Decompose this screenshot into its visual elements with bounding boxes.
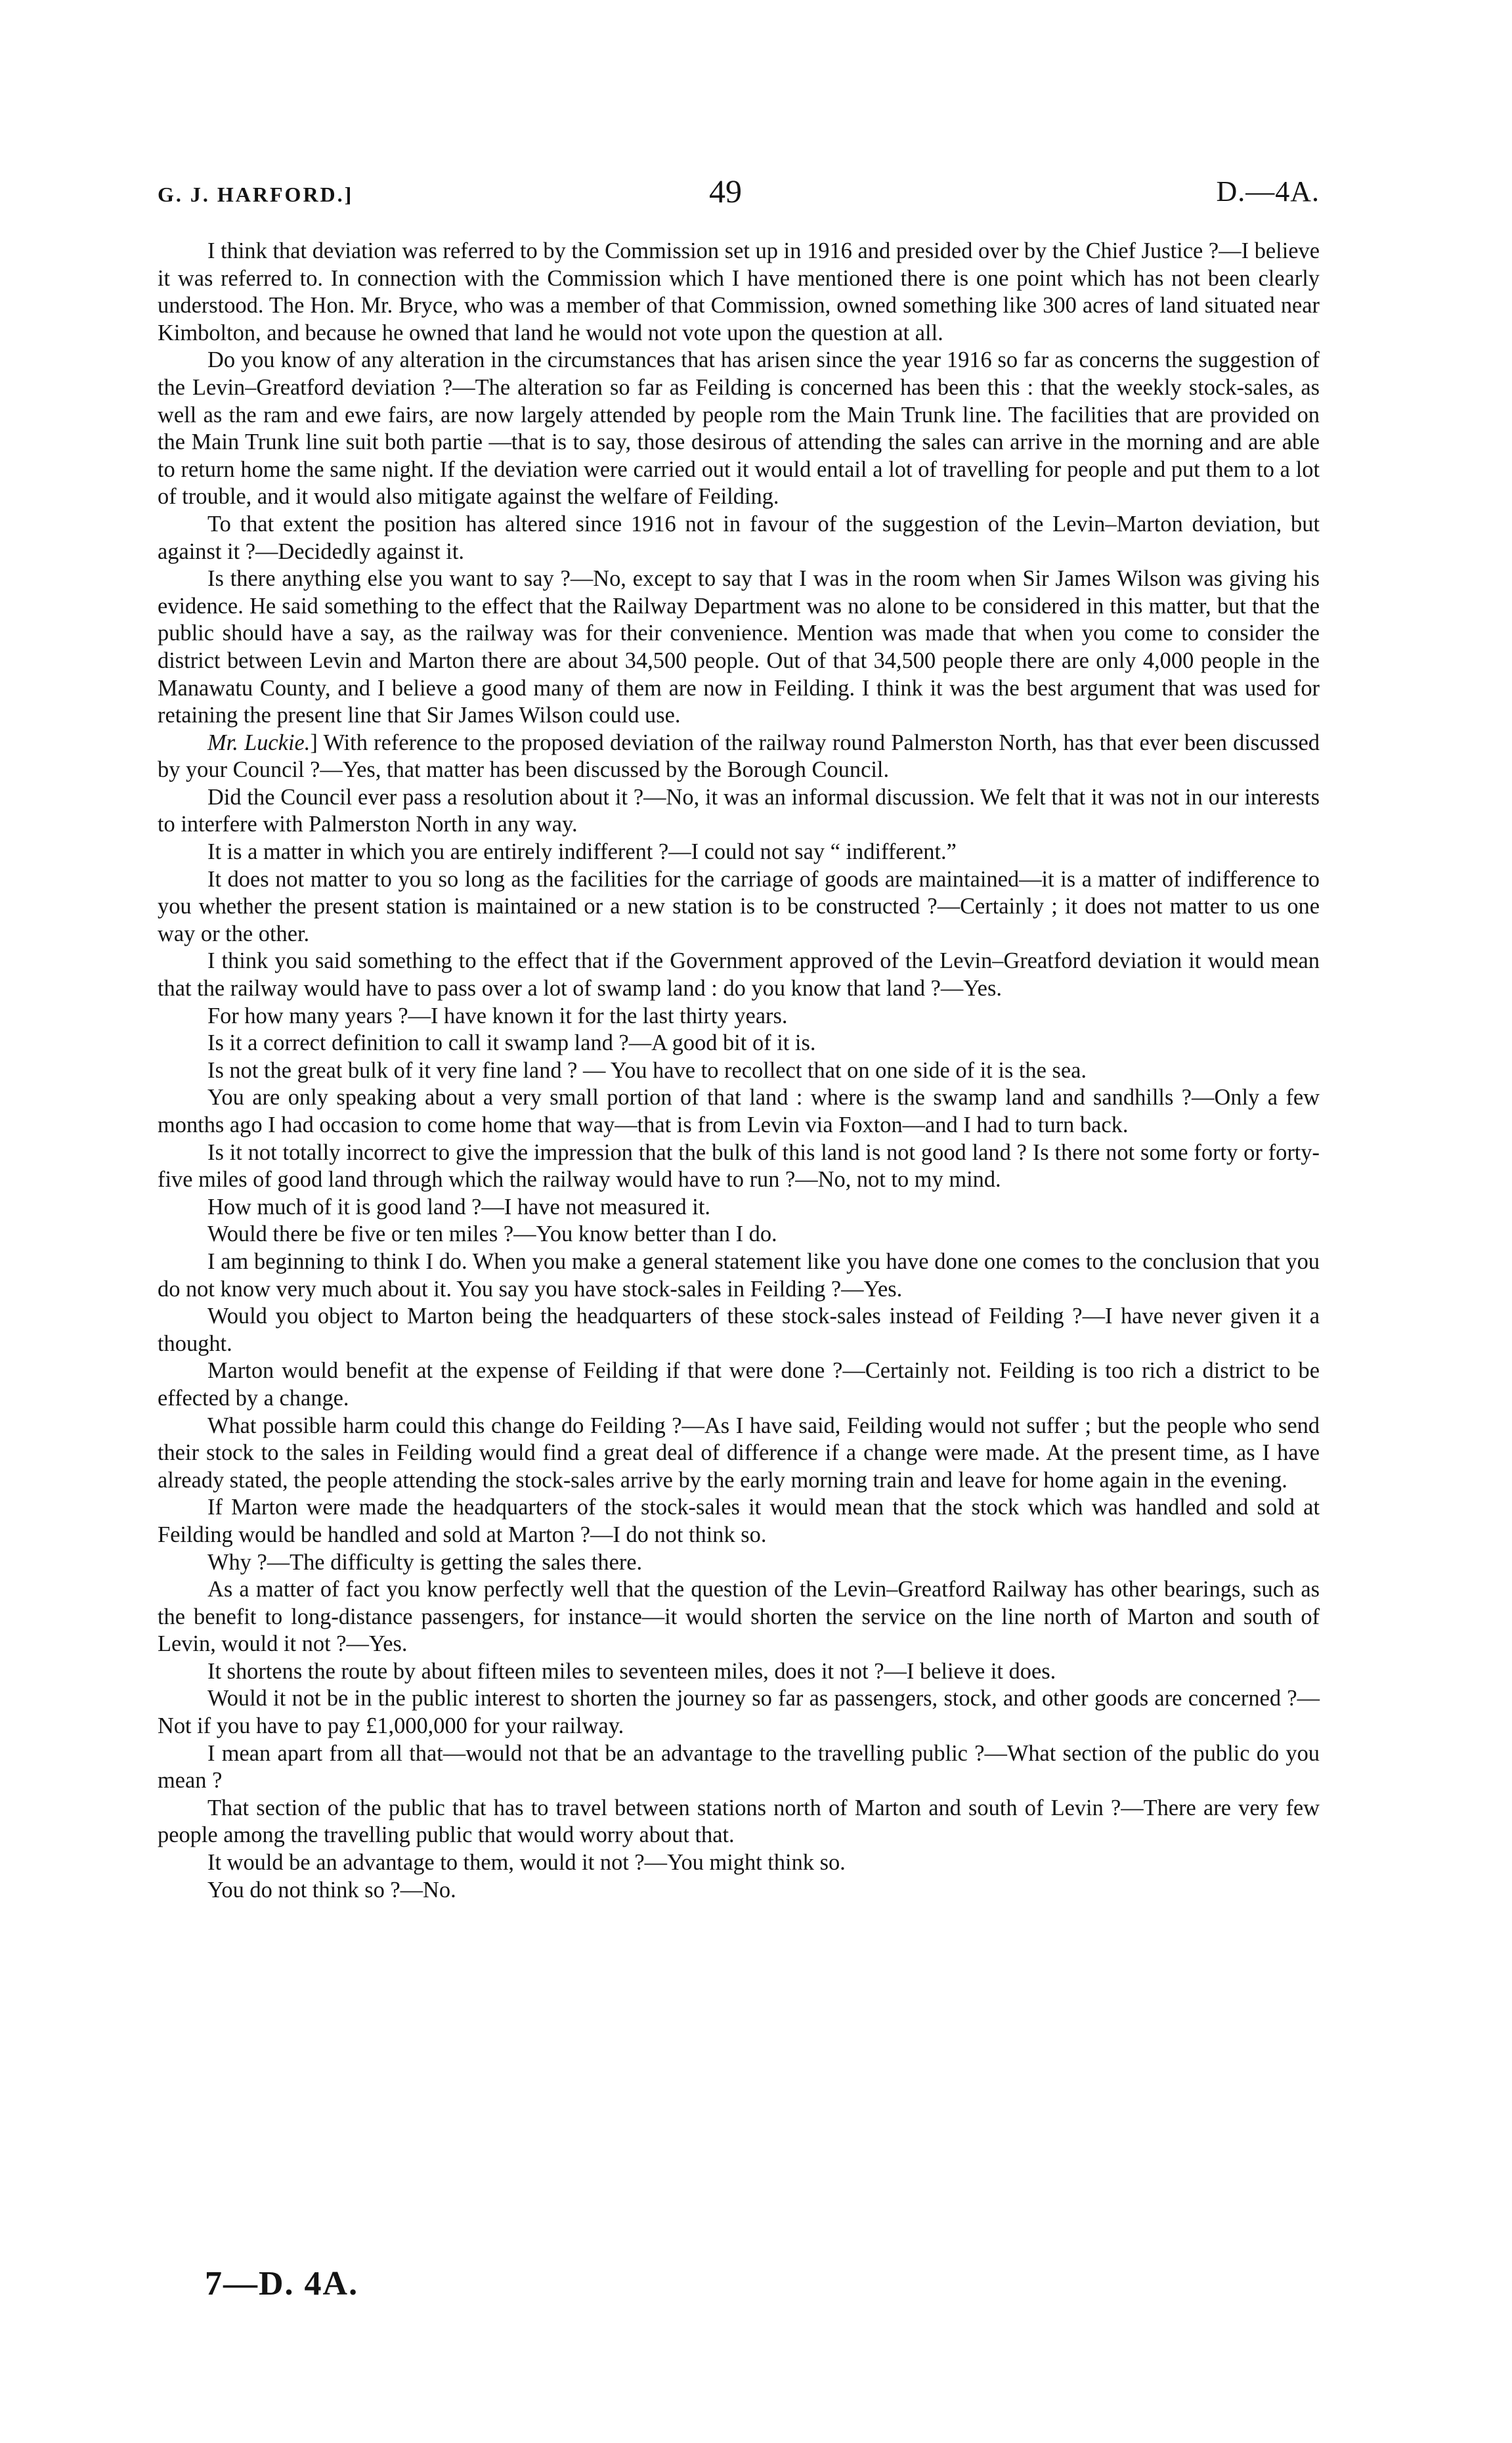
paragraph: I am beginning to think I do. When you make a general statement like you have done one comes to the conclusion that you do not know very much about it. You say you have stock-sales in Feilding ?—Yes.: [158, 1248, 1320, 1302]
paragraph: For how many years ?—I have known it for the last thirty years.: [207, 1003, 788, 1028]
evidence-body: [158, 238, 1320, 1904]
paragraph: Is it a correct definition to call it swamp land ?—A good bit of it is.: [207, 1030, 816, 1056]
paragraph: Do you know of any alteration in the circumstances that has arisen since the year 1916 so far as concerns the suggestion of the Levin–Greatford deviation ?—The alteration so far as Feilding is concerned has been this : that the weekly stock-sales, as well as the ram and ewe fairs, are now largely attended by people rom the Main Trunk line. The facilities that are provided on the Main Trunk line suit both partie —that is to say, those desirous of attending the sales can arrive in the morning and are able to return home the same night. If the deviation were carried out it would entail a lot of travelling for people and put them to a lot of trouble, and it would also mitigate against the welfare of Feilding.: [158, 347, 1320, 510]
paragraph: As a matter of fact you know perfectly well that the question of the Levin–Greatford Railway has other bearings, such as the benefit to long-distance passengers, for instance—it would shorten the service on the line north of Marton and south of Levin, would it not ?—Yes.: [158, 1577, 1320, 1657]
witness-name: G. J. HARFORD.]: [158, 183, 354, 206]
paragraph: What possible harm could this change do Feilding ?—As I have said, Feilding would not suffer ; but the people who send their stock to the sales in Feilding would find a great deal of difference if a change were made. At the present time, as I have already stated, the people attending the stock-sales arrive by the early morning train and leave for home again in the evening.: [158, 1413, 1320, 1493]
paragraph: It is a matter in which you are entirely indifferent ?—I could not say “ indifferent.”: [207, 839, 957, 865]
paragraph-text: With reference to the proposed deviation of the railway round Palmerston North, has that ever been discussed by your Council ?—Yes, that matter has been discussed by the Borough Council.: [158, 730, 1320, 783]
paragraph: Why ?—The difficulty is getting the sales there.: [207, 1549, 643, 1575]
paragraph-speaker-change: [158, 730, 1320, 784]
paragraph: I think that deviation was referred to by the Commission set up in 1916 and presided over by the Chief Justice ?—I believe it was referred to. In connection with the Commission which I have mentioned there is one point which has not been clearly understood. The Hon. Mr. Bryce, who was a member of that Commission, owned something like 300 acres of land situated near Kimbolton, and because he owned that land he would not vote upon the question at all.: [158, 238, 1320, 345]
paragraph: You do not think so ?—No.: [207, 1877, 456, 1903]
paragraph: Did the Council ever pass a resolution about it ?—No, it was an informal discussion. We felt that it was not in our interests to interfere with Palmerston North in any way.: [158, 784, 1320, 837]
page-number: 49: [709, 173, 742, 209]
paragraph: That section of the public that has to travel between stations north of Marton and south of Levin ?—There are very few people among the travelling public that would worry about that.: [158, 1795, 1320, 1848]
paragraph: It does not matter to you so long as the facilities for the carriage of goods are maintained—it is a matter of indifference to you whether the present station is maintained or a new station is to be constructed ?—Certainly ; it does not matter to us one way or the other.: [158, 866, 1320, 946]
paragraph: To that extent the position has altered since 1916 not in favour of the suggestion of the Levin–Marton deviation, but against it ?—Decidedly against it.: [158, 511, 1320, 564]
paragraph: Is it not totally incorrect to give the impression that the bulk of this land is not good land ? Is there not some forty or forty-five miles of good land through which the railway would have to run ?—No, not to my mind.: [158, 1139, 1320, 1193]
paragraph: I think you said something to the effect that if the Government approved of the Levin–Greatford deviation it would mean that the railway would have to pass over a lot of swamp land : do you know that land ?—Yes.: [158, 948, 1320, 1001]
speaker-bracket: ]: [310, 730, 318, 755]
paragraph: I mean apart from all that—would not that be an advantage to the travelling public ?—What section of the public do you mean ?: [158, 1740, 1320, 1794]
paragraph: Is not the great bulk of it very fine land ? — You have to recollect that on one side of it is the sea.: [207, 1057, 1087, 1083]
paragraph: Would you object to Marton being the headquarters of these stock-sales instead of Feilding ?—I have never given it a thought.: [158, 1304, 1320, 1356]
paragraph: Is there anything else you want to say ?—No, except to say that I was in the room when Sir James Wilson was giving his evidence. He said something to the effect that the Railway Department was no alone to be considered in this matter, but that the public should have a say, as the railway was for their convenience. Mention was made that when you come to consider the district between Levin and Marton there are about 34,500 people. Out of that 34,500 people there are only 4,000 people in the Manawatu County, and I believe a good many of them are now in Feilding. I think it was the best argument that was used for retaining the present line that Sir James Wilson could use.: [158, 566, 1320, 728]
signature-mark: 7—D. 4A.: [205, 2265, 359, 2302]
paragraph: You are only speaking about a very small portion of that land : where is the swamp land and sandhills ?—Only a few months ago I had occasion to come home that way—that is from Levin via Foxton—and I had to turn back.: [158, 1085, 1320, 1137]
paragraph: Marton would benefit at the expense of Feilding if that were done ?—Certainly not. Feilding is too rich a district to be effected by a change.: [158, 1358, 1320, 1411]
paragraph: If Marton were made the headquarters of the stock-sales it would mean that the stock which was handled and sold at Feilding would be handled and sold at Marton ?—I do not think so.: [158, 1495, 1320, 1547]
paragraph: It shortens the route by about fifteen miles to seventeen miles, does it not ?—I believe it does.: [207, 1658, 1056, 1684]
paragraph: Would there be five or ten miles ?—You know better than I do.: [207, 1222, 777, 1247]
paragraph: It would be an advantage to them, would it not ?—You might think so.: [207, 1850, 846, 1876]
paragraph: Would it not be in the public interest to shorten the journey so far as passengers, stock, and other goods are concerned ?—Not if you have to pay £1,000,000 for your railway.: [158, 1686, 1320, 1739]
document-reference: D.—4A.: [1216, 175, 1320, 208]
speaker-name: Mr. Luckie.: [207, 730, 311, 755]
page-header: [158, 172, 1320, 218]
paragraph: How much of it is good land ?—I have not measured it.: [207, 1194, 710, 1220]
